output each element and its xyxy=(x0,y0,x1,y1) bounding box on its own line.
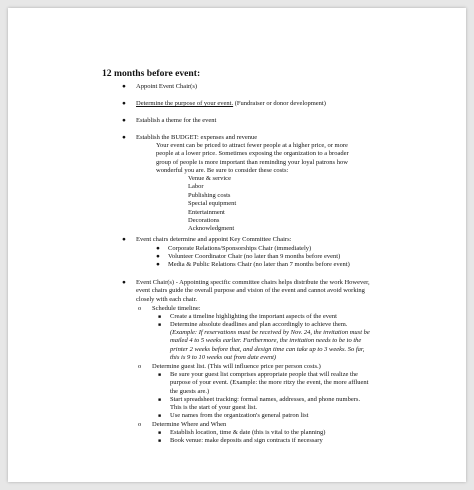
bullet-icon: ■ xyxy=(158,315,162,320)
bullet-icon: ■ xyxy=(158,398,162,403)
where-item: Establish location, time & date (this is vital to the planning) xyxy=(170,429,326,436)
cost-item: Entertainment xyxy=(188,208,225,216)
schedule-item: Create a timeline highlighting the important aspects of the event xyxy=(170,313,337,320)
item-purpose xyxy=(136,100,326,108)
text-line: (Example: If reservations must be received by Nov. 24, the invitation must be xyxy=(170,329,370,336)
text-line: wonderful you are. Be sure to consider these costs: xyxy=(156,167,289,175)
bullet-icon: ● xyxy=(122,236,126,243)
text-line: the guests are.) xyxy=(170,387,210,395)
cost-item: Decorations xyxy=(188,217,220,225)
section-title: 12 months before event: xyxy=(102,68,201,79)
committee-item: Volunteer Coordinator Chair (no later than 9 months before event) xyxy=(168,253,341,260)
text-line: Be sure your guest list comprises appropriate people that will realize the xyxy=(170,371,358,378)
text-line: event chairs guide the overall purpose and vision of the event and cannot avoid working xyxy=(136,287,365,295)
guest-item xyxy=(170,396,360,413)
budget-paragraph xyxy=(156,142,349,176)
item-committee: Event chairs determine and appoint Key Committee Chairs: xyxy=(136,236,292,243)
text-line: closely with each chair. xyxy=(136,295,198,303)
committee-item: Media & Public Relations Chair (no later than 7 months before event) xyxy=(168,261,350,268)
text-line: printer 2 weeks before that, and design time can take up to 3 weeks. So far, xyxy=(170,345,365,353)
costs-list xyxy=(188,175,236,234)
bullet-icon: ● xyxy=(156,261,160,268)
bullet-icon: o xyxy=(138,421,142,428)
item-guest-list: Determine guest list. (This will influence price per person costs.) xyxy=(152,363,321,370)
committee-item: Corporate Relations/Sponsorships Chair (immediately) xyxy=(168,245,312,252)
text-line: group of people is more important than reminding your loyal patrons how xyxy=(156,158,348,166)
text-line: this is 9 to 10 weeks out from date event) xyxy=(170,354,277,362)
schedule-item: Determine absolute deadlines and plan accordingly to achieve them. xyxy=(170,321,348,328)
text-line: Start spreadsheet tracking: formal names, addresses, and phone numbers. xyxy=(170,396,361,403)
document-page xyxy=(8,8,466,482)
purpose-link[interactable]: Determine the purpose of your event. xyxy=(136,100,234,107)
schedule-example xyxy=(170,329,370,363)
item-where-when: Determine Where and When xyxy=(152,421,227,428)
bullet-icon: ■ xyxy=(158,431,162,436)
bullet-icon: ■ xyxy=(158,373,162,378)
item-budget: Establish the BUDGET: expenses and revenue xyxy=(136,134,258,141)
bullet-icon: ■ xyxy=(158,414,162,419)
bullet-icon: o xyxy=(138,305,142,312)
item-theme: Establish a theme for the event xyxy=(136,117,217,124)
where-item: Book venue: make deposits and sign contracts if necessary xyxy=(170,437,323,444)
purpose-rest: (Fundraiser or donor development) xyxy=(233,100,326,107)
bullet-icon: ● xyxy=(122,83,126,90)
cost-item: Acknowledgment xyxy=(188,225,235,233)
text-line: people at a lower price. Sometimes exposing the organization to a broader xyxy=(156,150,349,158)
text-line: Your event can be priced to attract fewer people at a higher price, or more xyxy=(156,142,348,149)
cost-item: Venue & service xyxy=(188,175,231,182)
bullet-icon: ■ xyxy=(158,323,162,328)
item-appoint-chairs: Appoint Event Chair(s) xyxy=(136,83,198,90)
guest-item xyxy=(170,371,368,396)
bullet-icon: ● xyxy=(122,134,126,141)
text-line: mailed 4 to 5 weeks earlier. Furthermore, the invitation needs to be to the xyxy=(170,337,362,345)
bullet-icon: ■ xyxy=(158,439,162,444)
bullet-icon: ● xyxy=(156,253,160,260)
text-line: Event Chair(s) - Appointing specific committee chairs helps distribute the work However, xyxy=(136,279,370,286)
cost-item: Publishing costs xyxy=(188,191,231,199)
item-schedule: Schedule timeline: xyxy=(152,305,201,312)
bullet-icon: ● xyxy=(122,100,126,107)
bullet-icon: ● xyxy=(122,117,126,124)
bullet-icon: ● xyxy=(122,279,126,286)
bullet-icon: o xyxy=(138,363,142,370)
bullet-icon: ● xyxy=(156,245,160,252)
cost-item: Labor xyxy=(188,183,204,191)
item-event-chairs xyxy=(136,279,370,304)
guest-item: Use names from the organization's general patron list xyxy=(170,412,309,419)
text-line: This is the start of your guest list. xyxy=(170,404,258,412)
cost-item: Special equipment xyxy=(188,200,237,208)
text-line: purpose of your event. (Example: the more ritzy the event, the more affluent xyxy=(170,379,369,387)
